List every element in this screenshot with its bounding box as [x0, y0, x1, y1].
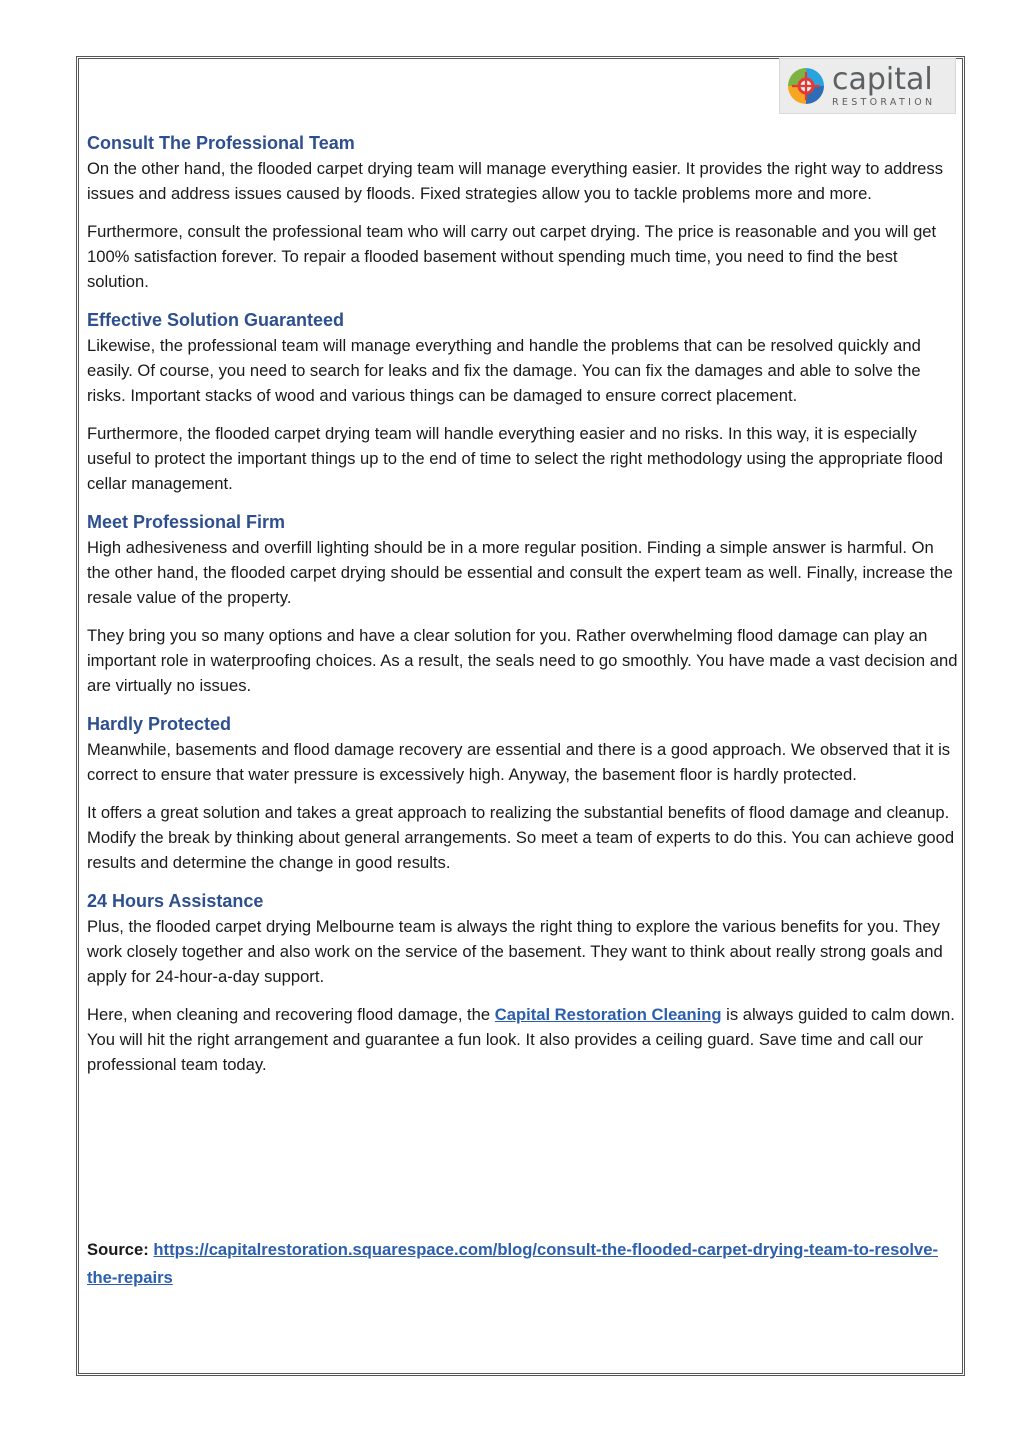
section-meet-firm — [87, 509, 959, 698]
section-heading: 24 Hours Assistance — [87, 891, 264, 911]
paragraph: They bring you so many options and have a clear solution for you. Rather overwhelming flood damage can play an important role in waterproofing choices. As a result, the seals need to go smoothly. You have made a vast decision and are virtually no issues. — [87, 626, 958, 695]
section-consult — [87, 130, 959, 294]
paragraph-text-after: is always guided to calm down. You will hit the right arrangement and guarantee a fun look. It also provides a ceiling guard. Save time and call our professional team today. — [87, 1005, 955, 1074]
paragraph: Furthermore, the flooded carpet drying team will handle everything easier and no risks. In this way, it is especially useful to protect the important things up to the end of time to select the right methodology using the appropriate flood cellar management. — [87, 424, 944, 493]
section-heading: Meet Professional Firm — [87, 512, 286, 532]
paragraph: Meanwhile, basements and flood damage recovery are essential and there is a good approach. We observed that it is correct to ensure that water pressure is excessively high. Anyway, the basement floor is hardly protected. — [87, 740, 951, 784]
paragraph-text-before: Here, when cleaning and recovering flood damage, the — [87, 1005, 495, 1024]
paragraph: It offers a great solution and takes a great approach to realizing the substantial benefits of flood damage and cleanup. Modify the break by thinking about general arrangements. So meet a team of experts to do this. You can achieve good results and determine the change in good results. — [87, 803, 955, 872]
source-label: Source: — [87, 1240, 154, 1259]
section-heading: Consult The Professional Team — [87, 133, 355, 153]
paragraph: Plus, the flooded carpet drying Melbourne team is always the right thing to explore the various benefits for you. They work closely together and also work on the service of the basement. They want to think about really strong goals and apply for 24-hour-a-day support. — [87, 917, 943, 986]
source-line — [87, 1236, 959, 1292]
source-url-link[interactable]: https://capitalrestoration.squarespace.com/blog/consult-the-flooded-carpet-drying-team-to-resolve-the-repairs — [87, 1240, 939, 1287]
paragraph: High adhesiveness and overfill lighting should be in a more regular position. Finding a simple answer is harmful. On the other hand, the flooded carpet drying should be essential and consult the expert team as well. Finally, increase the resale value of the property. — [87, 538, 953, 607]
capital-restoration-logo — [779, 58, 956, 114]
paragraph: Likewise, the professional team will manage everything and handle the problems that can be resolved quickly and easily. Of course, you need to search for leaks and fix the damage. You can fix the damages and able to solve the risks. Important stacks of wood and various things can be damaged to ensure correct placement. — [87, 336, 921, 405]
capital-restoration-link[interactable]: Capital Restoration Cleaning — [494, 1005, 722, 1024]
article-body — [87, 130, 959, 1090]
section-24-hours — [87, 888, 959, 1077]
section-hardly-protected — [87, 711, 959, 875]
paragraph: Furthermore, consult the professional team who will carry out carpet drying. The price is reasonable and you will get 100% satisfaction forever. To repair a flooded basement without spending much time, you need to find the best solution. — [87, 222, 937, 291]
section-effective-solution — [87, 307, 959, 496]
paragraph-with-link — [87, 1002, 959, 1077]
paragraph: On the other hand, the flooded carpet drying team will manage everything easier. It provides the right way to address issues and address issues caused by floods. Fixed strategies allow you to tackle problems more and more. — [87, 159, 943, 203]
logo-wordmark: capital — [832, 61, 933, 97]
logo-subtitle: RESTORATION — [832, 96, 936, 108]
section-heading: Hardly Protected — [87, 714, 232, 734]
section-heading: Effective Solution Guaranteed — [87, 310, 345, 330]
target-logo-icon — [784, 64, 828, 108]
